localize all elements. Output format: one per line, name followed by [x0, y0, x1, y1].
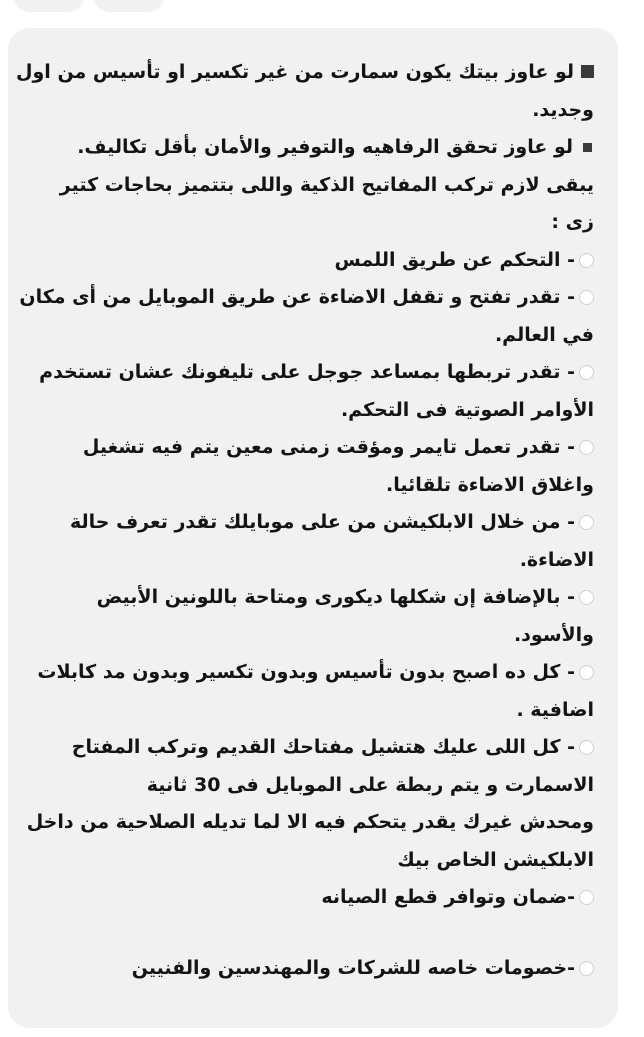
message-text: الأوامر الصوتية فى التحكم. — [340, 398, 594, 421]
message-text: - كل اللى عليك هتشيل مفتاحك القديم وتركب المفتاح — [71, 736, 575, 759]
message-text: يبقى لازم تركب المفاتيح الذكية واللى بتتميز بحاجات كتير — [59, 173, 594, 196]
radio-button-icon — [579, 440, 594, 455]
message-line — [26, 842, 594, 880]
message-line — [26, 129, 594, 167]
radio-button-icon — [579, 365, 594, 380]
message-text: -خصومات خاصه للشركات والمهندسين والفنيين — [131, 956, 575, 979]
message-line — [26, 579, 594, 617]
black-square-icon — [581, 65, 594, 78]
message-text: - تقدر تعمل تايمر ومؤقت زمنى معين يتم فيه تشغيل — [82, 436, 575, 459]
message-card — [8, 28, 618, 1028]
message-line — [26, 617, 594, 655]
message-text: وجديد. — [532, 98, 594, 121]
message-text: ومحدش غيرك يقدر يتحكم فيه الا لما تديله الصلاحية من داخل — [26, 811, 594, 834]
message-line — [26, 804, 594, 842]
message-text: -ضمان وتوافر قطع الصيانه — [321, 886, 575, 909]
message-text: لو عاوز بيتك يكون سمارت من غير تكسير او تأسيس من اول — [16, 61, 574, 84]
message-line — [26, 729, 594, 767]
message-line — [26, 429, 594, 467]
message-text: - بالإضافة إن شكلها ديكورى ومتاحة باللونين الأبيض — [96, 586, 575, 609]
message-line — [26, 167, 594, 205]
message-text: الابلكيشن الخاص بيك — [397, 848, 594, 871]
message-line — [26, 654, 594, 692]
message-text: في العالم. — [494, 323, 594, 346]
black-square-icon — [583, 143, 592, 152]
message-text: واغلاق الاضاءة تلقائيا. — [386, 473, 594, 496]
message-line — [16, 54, 594, 92]
radio-button-icon — [579, 740, 594, 755]
message-text: - تقدر تربطها بمساعد جوجل على تليفونك عشان تستخدم — [39, 361, 575, 384]
message-text: لو عاوز تحقق الرفاهيه والتوفير والأمان بأقل تكاليف. — [77, 136, 573, 159]
message-line — [26, 317, 594, 355]
empty-line — [26, 917, 594, 950]
message-line — [26, 692, 594, 730]
radio-button-icon — [579, 890, 594, 905]
message-line — [26, 767, 594, 805]
message-text: اضافية . — [516, 698, 594, 721]
radio-button-icon — [579, 961, 594, 976]
radio-button-icon — [579, 665, 594, 680]
radio-button-icon — [579, 253, 594, 268]
message-line — [26, 879, 594, 917]
message-text: الاسمارت و يتم ربطة على الموبايل فى 30 ثانية — [146, 773, 594, 796]
message-text: - كل ده اصبح بدون تأسيس وبدون تكسير وبدون مد كابلات — [37, 661, 575, 684]
message-text: الاضاءة. — [519, 548, 594, 571]
message-line — [26, 467, 594, 505]
message-line — [26, 92, 594, 130]
top-tab-left[interactable] — [14, 0, 84, 12]
message-line — [19, 279, 594, 317]
message-text: - التحكم عن طريق اللمس — [334, 248, 575, 271]
message-line — [26, 504, 594, 542]
message-line — [26, 542, 594, 580]
message-text: - تقدر تفتح و تقفل الاضاءة عن طريق الموبايل من أى مكان — [19, 286, 575, 309]
message-line — [26, 204, 594, 242]
radio-button-icon — [579, 590, 594, 605]
message-line — [26, 392, 594, 430]
message-text: زى : — [551, 211, 594, 234]
radio-button-icon — [579, 515, 594, 530]
radio-button-icon — [579, 290, 594, 305]
message-line — [26, 242, 594, 280]
message-line — [26, 354, 594, 392]
top-tab-right[interactable] — [94, 0, 164, 12]
message-line — [26, 950, 594, 988]
message-text: - من خلال الابلكيشن من على موبايلك تقدر تعرف حالة — [70, 511, 575, 534]
message-text: والأسود. — [513, 623, 594, 646]
